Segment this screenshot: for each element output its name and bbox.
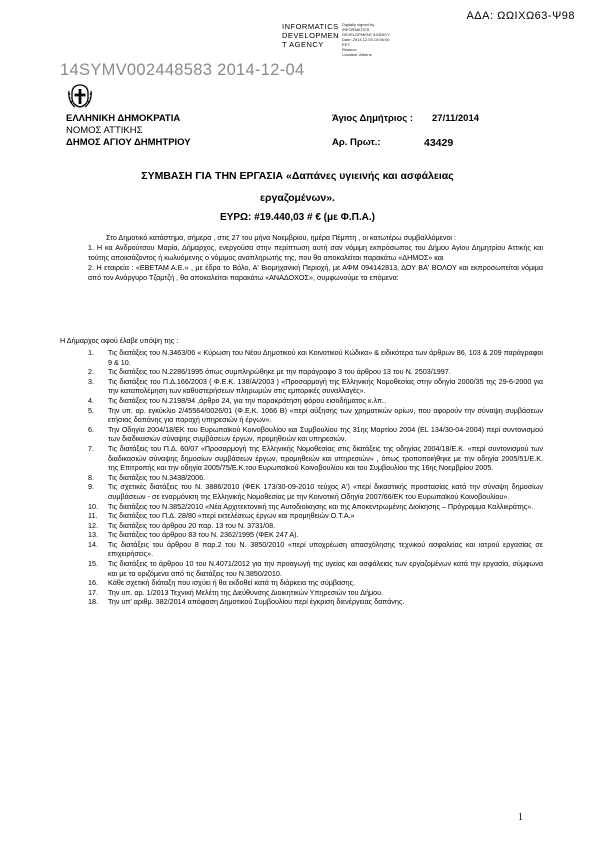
- signature-details: [342, 22, 390, 57]
- list-item: [88, 511, 543, 521]
- list-item: [88, 482, 543, 501]
- list-item-number: 14.: [88, 539, 98, 549]
- issuer-block: [66, 113, 191, 149]
- party-paragraph: 1. Η κα Ανδρούτσου Μαρία, Δήμαρχος, ενεργούσα στην περίπτωση αυτή σαν νόμιμη εκπρόσωπος του Δήμου Αγίου Δημητρίου Αττικής και τούτης αποιισάζοντος ή κωλυόμενης ο νόμιμος αναπληρωτής της, που θα αποκαλείται παρακάτω «ΔΗΜΟΣ» και: [88, 243, 543, 262]
- signature-detail-line: Location: Athens: [342, 52, 372, 57]
- list-item-text: Τις διατάξεις του άρθρου 8 παρ.2 του Ν. 3850/2010 «περί υποχρέωση απασχόλησης τεχνικού ασφαλείας και ιατρού εργασίας σε επιχειρήσεις».: [108, 539, 543, 559]
- considerations-heading: Η Δήμαρχος αφού έλαβε υπόψη της :: [60, 336, 179, 345]
- list-item-number: 1.: [88, 348, 94, 357]
- list-item: [88, 502, 543, 512]
- list-item-text: Τις διατάξεις του Ν.2286/1995 όπως συμπληρώθηκε με την παράγραφο 3 του άρθρου 13 του Ν. 2503/1997.: [108, 367, 451, 377]
- greek-coat-of-arms-icon: [66, 82, 94, 110]
- party-paragraph: 2. Η εταιρεία : «ΕΒΕΤΑΜ Α.Ε.» , με έδρα το Βόλο, Α' Βιομηχανική Περιοχή, με ΑΦΜ 094142813, ΔΟΥ ΒΑ' ΒΟΛΟΥ και εκπροσωπείται νόμιμα από τον Ανάργυρο Τζαμτζή , θα αποκαλείται παρακάτω «ΑΝΑΔΟΧΟΣ», συμφωνούμε τα επόμενα:: [88, 263, 543, 282]
- list-item: [88, 406, 543, 425]
- signature-org-line: DEVELOPMEN: [282, 31, 340, 40]
- signature-detail-line: Reason:: [342, 47, 357, 52]
- page-number: 1: [518, 812, 523, 823]
- contract-title-continuation: εργαζομένων».: [260, 192, 335, 204]
- list-item: [88, 521, 543, 531]
- list-item-number: 8.: [88, 472, 94, 482]
- protocol-number: 43429: [424, 137, 454, 149]
- signature-detail-line: DEVELOPMENT AGENCY: [342, 32, 390, 37]
- list-item-text: Τις διατάξεις του Ν.3852/2010 «Νέα Αρχιτεκτονική της Αυτοδιοίκησης και της Αποκεντρωμένης Διοίκησης – Πρόγραμμα Καλλικράτης».: [108, 501, 534, 511]
- reference-block: [332, 113, 479, 149]
- list-item-number: 4.: [88, 395, 94, 405]
- list-item-number: 2.: [88, 367, 94, 377]
- list-item: [88, 578, 543, 588]
- list-item-number: 16.: [88, 578, 98, 588]
- considerations-list: [88, 348, 543, 607]
- signature-detail-line: Date: 2014.12.03 10:56:00: [342, 37, 390, 42]
- ada-code: ΑΔΑ: ΩΩΙΧΩ63-Ψ98: [466, 10, 575, 22]
- list-item-number: 7.: [88, 443, 94, 453]
- list-item: [88, 348, 543, 367]
- list-item: [88, 367, 543, 377]
- list-item-text: Τις διατάξεις του Π.Δ. 60/07 «Προσαρμογή της Ελληνικής Νομοθεσίας στις διατάξεις της οδηγίας 2004/18/Ε.Κ. «περί συντονισμού των διαδικασιών σύναψης δημοσίων συμβάσεων έργων, προμηθειών και υπηρεσιών» , όπως τροποποιήθηκε με την οδηγία 2005/51/Ε.Κ. της Επιτροπής και την οδηγία 2005/75/Ε.Κ.του Ευρωπαϊκού Κοινοβουλίου και του Συμβουλίου της 16ης Νοεμβρίου 2005.: [108, 443, 543, 473]
- signature-detail-line: INFORMATICS: [342, 27, 370, 32]
- list-item-number: 6.: [88, 424, 94, 434]
- list-item-text: Την Οδηγία 2004/18/ΕΚ του Ευρωπαϊκού Κοινοβουλίου και Συμβουλίου της 31ης Μαρτίου 2004 (EL 134/30-04-2004) περί συντονισμού των διαδικασιών σύναψης συμβάσεων έργων, προμηθειών και υπηρεσιών.: [108, 424, 543, 444]
- list-item-number: 18.: [88, 597, 98, 607]
- list-item-text: Τις διατάξεις του Ν.3463/06 « Κύρωση του Νέου Δημοτικού και Κοινοτικού Κώδικα» & ειδικότερα των άρθρων 86, 103 & 209 παράγραφοι 9 & 10.: [108, 348, 543, 367]
- protocol-row: [332, 137, 479, 149]
- signature-org-line: T AGENCY: [282, 40, 324, 49]
- list-item-number: 3.: [88, 376, 94, 386]
- list-item-text: Τις διατάξεις του Ν.3438/2006.: [108, 472, 206, 482]
- list-item-text: Τις διατάξεις του άρθρου 20 παρ. 13 του Ν. 3731/08.: [108, 520, 276, 530]
- list-item-number: 9.: [88, 482, 94, 492]
- contract-title: ΣΥΜΒΑΣΗ ΓΙΑ ΤΗΝ ΕΡΓΑΣΙΑ «Δαπάνες υγιεινής και ασφάλειας: [141, 170, 454, 182]
- list-item-text: Τις διατάξεις του Ν.2198/94 ,άρθρο 24, για την παρακράτηση φόρου εισοδήματος κ.λπ..: [108, 395, 387, 405]
- list-item-text: Την υπ' αριθμ. 382/2014 απόφαση Δημοτικού Συμβουλίου περί έγκριση διενέργειας δαπάνης.: [108, 597, 405, 607]
- protocol-label: Αρ. Πρωτ.:: [332, 137, 381, 148]
- list-item-text: Τις διατάξεις του Π.Δ.166/2003 ( Φ.Ε.Κ. 138/Α/2003 ) «Προσαρμογή της Ελληνικής Νομοθεσίας στην οδηγία 2000/35 της 29-6-2000 για την καταπολέμηση των καθυστερήσεων πληρωμών στις εμπορικές συναλλαγές».: [108, 376, 543, 396]
- list-item: [88, 588, 543, 598]
- document-date: 27/11/2014: [432, 113, 480, 124]
- municipality-name: ΔΗΜΟΣ ΑΓΙΟΥ ΔΗΜΗΤΡΙΟΥ: [66, 137, 191, 148]
- contract-amount: ΕΥΡΩ: #19.440,03 # € (με Φ.Π.Α.): [220, 212, 375, 223]
- list-item: [88, 444, 543, 473]
- list-item-text: Κάθε σχετική διάταξη που ισχύει ή θα εκδοθεί κατά τη διάρκεια της σύμβασης.: [108, 578, 356, 588]
- list-item: [88, 425, 543, 444]
- list-item-number: 15.: [88, 559, 98, 569]
- republic-name: ΕΛΛΗΝΙΚΗ ΔΗΜΟΚΡΑΤΙΑ: [66, 113, 181, 124]
- signature-org: [282, 22, 342, 49]
- signature-org-line: INFORMATICS: [282, 22, 339, 31]
- list-item-text: Τις διατάξεις του άρθρου 83 του Ν. 2362/1995 (ΦΕΚ 247 Α).: [108, 530, 299, 540]
- list-item-number: 12.: [88, 520, 98, 530]
- signature-detail-line: Digitally signed by: [342, 22, 375, 27]
- list-item: [88, 530, 543, 540]
- list-item: [88, 597, 543, 607]
- list-item: [88, 473, 543, 483]
- list-item-text: Τις διατάξεις του Π.Δ. 28/80 «περί εκτελέσεως έργων και προμηθειών Ο.Τ.Α.»: [108, 511, 355, 521]
- list-item-number: 11.: [88, 511, 98, 521]
- list-item-text: Τις διατάξεις το άρθρου 10 του Ν.4071/2012 για την προαγωγή της υγείας και ασφάλειας των εργαζομένων κατά την εργασία, σύμφωνα και με τα οριζόμενα από τις διατάξεις του Ν.3850/2010.: [108, 559, 543, 578]
- date-row: [332, 113, 479, 125]
- list-item: [88, 540, 543, 559]
- list-item-number: 13.: [88, 530, 98, 540]
- list-item-number: 10.: [88, 501, 98, 511]
- prefecture-name: ΝΟΜΟΣ ΑΤΤΙΚΗΣ: [66, 125, 143, 136]
- list-item: [88, 559, 543, 578]
- list-item-number: 5.: [88, 405, 94, 415]
- list-item-text: Την υπ. αρ. εγκύκλιο 2/45564/0026/01 (Φ.Ε.Κ. 1066 Β) «περί αύξησης των χρηματικών ορίων, που αφορούν την σύναψη συμβάσεων ετήσιας δαπάνης για παροχή υπηρεσιών ή έργων».: [108, 405, 543, 425]
- place-label: Άγιος Δημήτριος :: [332, 113, 414, 124]
- intro-paragraph: Στο Δημοτικό κατάστημα, σήμερα , στις 27 του μήνα Νοεμβρίου, ημέρα Πέμπτη , οι κατωτέρω συμβαλλόμενοι :: [106, 233, 457, 242]
- list-item-number: 17.: [88, 587, 98, 597]
- document-id: 14SYMV002448583 2014-12-04: [60, 61, 305, 79]
- signature-detail-line: EET: [342, 42, 350, 47]
- intro-section: [88, 233, 543, 283]
- list-item: [88, 396, 543, 406]
- list-item: [88, 377, 543, 396]
- list-item-text: Τις σχετικές διατάξεις του Ν. 3886/2010 (ΦΕΚ 173/30-09-2010 τεύχος Α') «περί δικαστικής προστασίας κατά την σύναψη δημοσίων συμβάσεων - σε εναρμόνιση της Ελληνικής Νομοθεσίας με την Κοινοτική Οδηγία 2007/66/ΕΚ του Ευρωπαϊκού Κοινοβουλίου».: [108, 482, 543, 501]
- list-item-text: Την υπ. αρ. 1/2013 Τεχνική Μελέτη της Διεύθυνσης Διοικητικών Υπηρεσιών του Δήμου.: [108, 587, 384, 597]
